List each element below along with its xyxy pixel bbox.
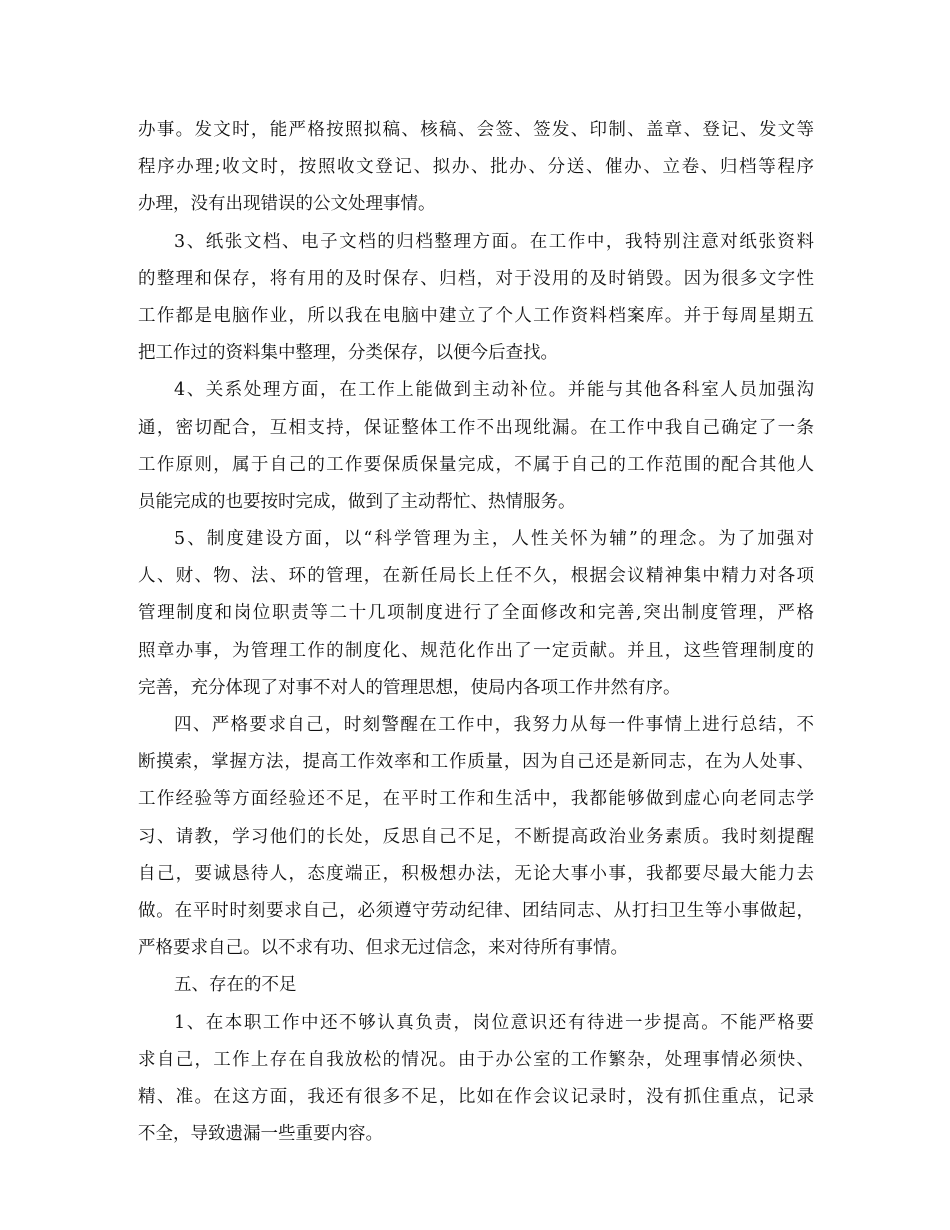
- text-line: 办理，没有出现错误的公文处理事情。: [138, 194, 436, 215]
- text-line: 精、准。在这方面，我还有很多不足，比如在作会议记录时，没有抓住重点，记录: [138, 1086, 814, 1107]
- text-line: 通，密切配合，互相支持，保证整体工作不出现纰漏。在工作中我自己确定了一条: [138, 417, 814, 438]
- text-line: 自己，要诚恳待人，态度端正，积极想办法，无论大事小事，我都要尽最大能力去: [138, 863, 814, 884]
- text-line: 4、关系处理方面，在工作上能做到主动补位。并能与其他各科室人员加强沟: [174, 380, 814, 401]
- text-line: 3、纸张文档、电子文档的归档整理方面。在工作中，我特别注意对纸张资料: [174, 231, 814, 252]
- text-line: 求自己，工作上存在自我放松的情况。由于办公室的工作繁杂，处理事情必须快、: [138, 1049, 814, 1070]
- text-line: 断摸索，掌握方法，提高工作效率和工作质量，因为自己还是新同志，在为人处事、: [138, 752, 814, 773]
- text-line: 把工作过的资料集中整理，分类保存，以便今后查找。: [138, 343, 558, 364]
- text-line: 工作原则，属于自己的工作要保质保量完成，不属于自己的工作范围的配合其他人: [138, 454, 814, 475]
- text-line: 习、请教，学习他们的长处，反思自己不足，不断提高政治业务素质。我时刻提醒: [138, 826, 814, 847]
- text-line: 人、财、物、法、环的管理，在新任局长上任不久，根据会议精神集中精力对各项: [138, 566, 814, 587]
- text-line: 工作经验等方面经验还不足，在平时工作和生活中，我都能够做到虚心向老同志学: [138, 789, 814, 810]
- text-line: 5、制度建设方面，以“科学管理为主，人性关怀为辅”的理念。为了加强对: [174, 529, 814, 550]
- text-line: 管理制度和岗位职责等二十几项制度进行了全面修改和完善,突出制度管理，严格: [138, 603, 814, 624]
- text-line: 程序办理;收文时，按照收文登记、拟办、批办、分送、催办、立卷、归档等程序: [138, 157, 814, 178]
- text-line: 办事。发文时，能严格按照拟稿、核稿、会签、签发、印制、盖章、登记、发文等: [138, 120, 814, 140]
- text-line: 做。在平时时刻要求自己，必须遵守劳动纪律、团结同志、从打扫卫生等小事做起，: [138, 900, 814, 921]
- text-line: 的整理和保存，将有用的及时保存、归档，对于没用的及时销毁。因为很多文字性: [138, 268, 814, 289]
- text-line: 不全，导致遗漏一些重要内容。: [138, 1124, 383, 1145]
- text-line: 1、在本职工作中还不够认真负责，岗位意识还有待进一步提高。不能严格要: [174, 1012, 814, 1033]
- text-line: 四、严格要求自己，时刻警醒在工作中，我努力从每一件事情上进行总结，不: [174, 715, 814, 735]
- document-body: [138, 112, 814, 1153]
- text-line: 工作都是电脑作业，所以我在电脑中建立了个人工作资料档案库。并于每周星期五: [138, 305, 814, 326]
- text-line: 完善，充分体现了对事不对人的管理思想，使局内各项工作井然有序。: [138, 677, 681, 698]
- text-line: 五、存在的不足: [174, 975, 297, 996]
- text-line: 员能完成的也要按时完成，做到了主动帮忙、热情服务。: [138, 491, 576, 512]
- text-line: 严格要求自己。以不求有功、但求无过信念，来对待所有事情。: [138, 938, 628, 959]
- text-line: 照章办事，为管理工作的制度化、规范化作出了一定贡献。并且，这些管理制度的: [138, 640, 814, 661]
